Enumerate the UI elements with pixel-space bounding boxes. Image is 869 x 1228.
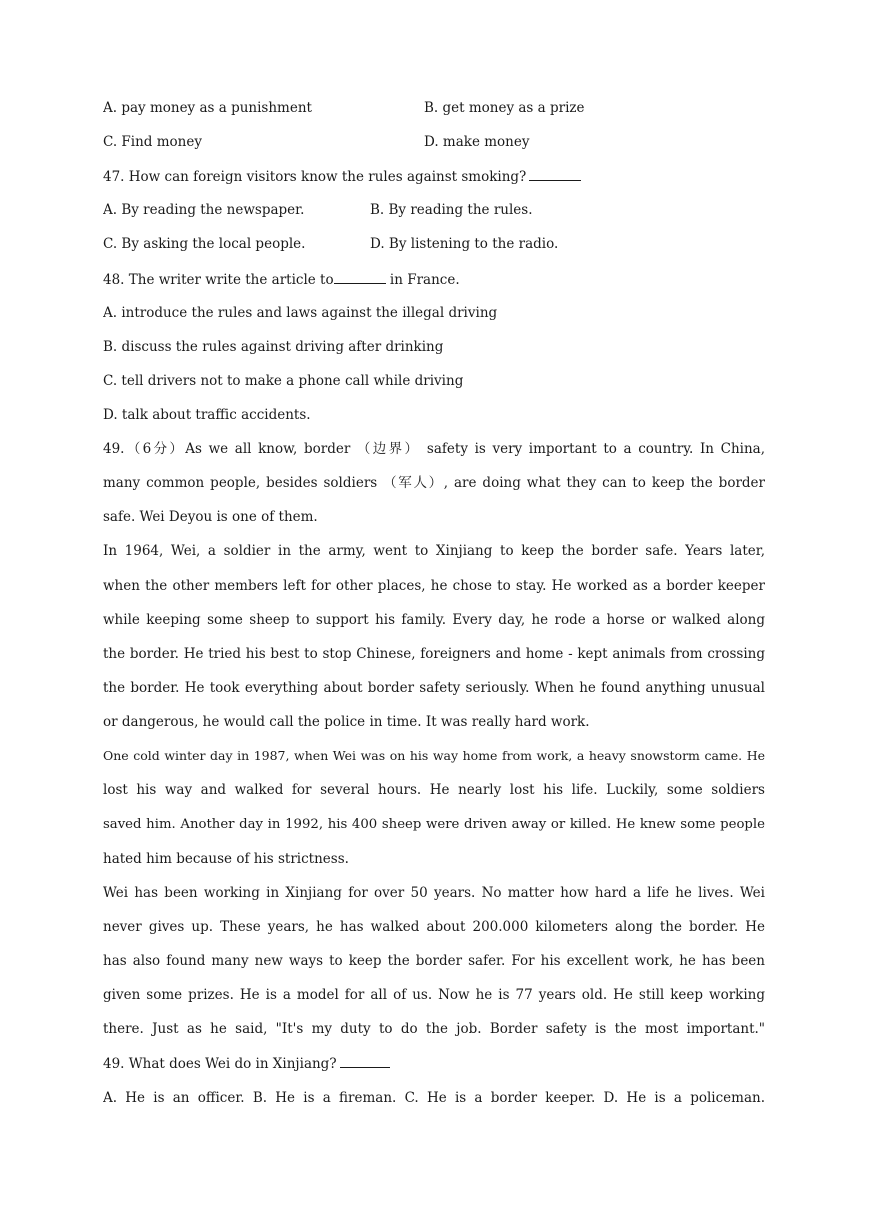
q47-option-a: A. By reading the newspaper. [103, 202, 305, 218]
q48-answer-blank [334, 269, 386, 284]
passage-line: there. Just as he said, "It's my duty to do the job. Border safety is the most important." [103, 1021, 765, 1037]
q48-question-end: in France. [385, 272, 460, 288]
passage-line: safe. Wei Deyou is one of them. [103, 509, 318, 525]
q47-question-text: 47. How can foreign visitors know the rules against smoking? [103, 169, 527, 185]
q46-options-row-2 [103, 132, 765, 152]
q49-question [103, 1053, 765, 1073]
passage-line: saved him. Another day in 1992, his 400 sheep were driven away or killed. He knew some people [103, 817, 765, 832]
q46-option-a: A. pay money as a punishment [103, 100, 312, 116]
passage-line: lost his way and walked for several hours. He nearly lost his life. Luckily, some soldiers [103, 782, 765, 798]
q49-options: A. He is an officer. B. He is a fireman. C. He is a border keeper. D. He is a policeman. [103, 1090, 765, 1106]
q48-question [103, 269, 765, 289]
q49-answer-blank [340, 1053, 390, 1068]
q46-option-c: C. Find money [103, 134, 202, 150]
q47-question [103, 166, 765, 186]
q46-options-row-1 [103, 98, 765, 118]
passage-line: the border. He took everything about border safety seriously. When he found anything unusual [103, 680, 765, 696]
passage-line: given some prizes. He is a model for all of us. Now he is 77 years old. He still keep working [103, 987, 765, 1003]
passage-line: many common people, besides soldiers （军人）, are doing what they can to keep the border [103, 475, 765, 491]
passage-line: never gives up. These years, he has walked about 200.000 kilometers along the border. He [103, 919, 765, 935]
q47-option-c: C. By asking the local people. [103, 236, 306, 252]
q47-options-row-1 [103, 200, 765, 220]
passage-line: has also found many new ways to keep the border safer. For his excellent work, he has been [103, 953, 765, 969]
passage-line: hated him because of his strictness. [103, 851, 349, 867]
q47-answer-blank [529, 166, 581, 181]
q46-option-d: D. make money [424, 134, 530, 150]
passage-line: 49.（6分）As we all know, border （边界） safety is very important to a country. In China, [103, 441, 765, 457]
q49-question-text: 49. What does Wei do in Xinjiang? [103, 1056, 337, 1072]
q47-option-d: D. By listening to the radio. [370, 236, 559, 252]
passage-line: while keeping some sheep to support his family. Every day, he rode a horse or walked along [103, 612, 765, 628]
q46-option-b: B. get money as a prize [424, 100, 585, 116]
q47-options-row-2 [103, 234, 765, 254]
q48-option-d: D. talk about traffic accidents. [103, 407, 311, 423]
passage-line: Wei has been working in Xinjiang for over 50 years. No matter how hard a life he lives. Wei [103, 885, 765, 901]
q48-option-a: A. introduce the rules and laws against the illegal driving [103, 305, 498, 321]
q48-option-c: C. tell drivers not to make a phone call while driving [103, 373, 464, 389]
passage-line: the border. He tried his best to stop Chinese, foreigners and home - kept animals from crossing [103, 646, 765, 662]
passage-line: In 1964, Wei, a soldier in the army, went to Xinjiang to keep the border safe. Years later, [103, 543, 765, 559]
q48-question-start: 48. The writer write the article to [103, 272, 334, 288]
q48-option-b: B. discuss the rules against driving after drinking [103, 339, 444, 355]
q47-option-b: B. By reading the rules. [370, 202, 533, 218]
passage-line: when the other members left for other places, he chose to stay. He worked as a border keeper [103, 578, 765, 594]
passage-line: One cold winter day in 1987, when Wei was on his way home from work, a heavy snowstorm came. He [103, 748, 765, 763]
passage-line: or dangerous, he would call the police in time. It was really hard work. [103, 714, 590, 730]
